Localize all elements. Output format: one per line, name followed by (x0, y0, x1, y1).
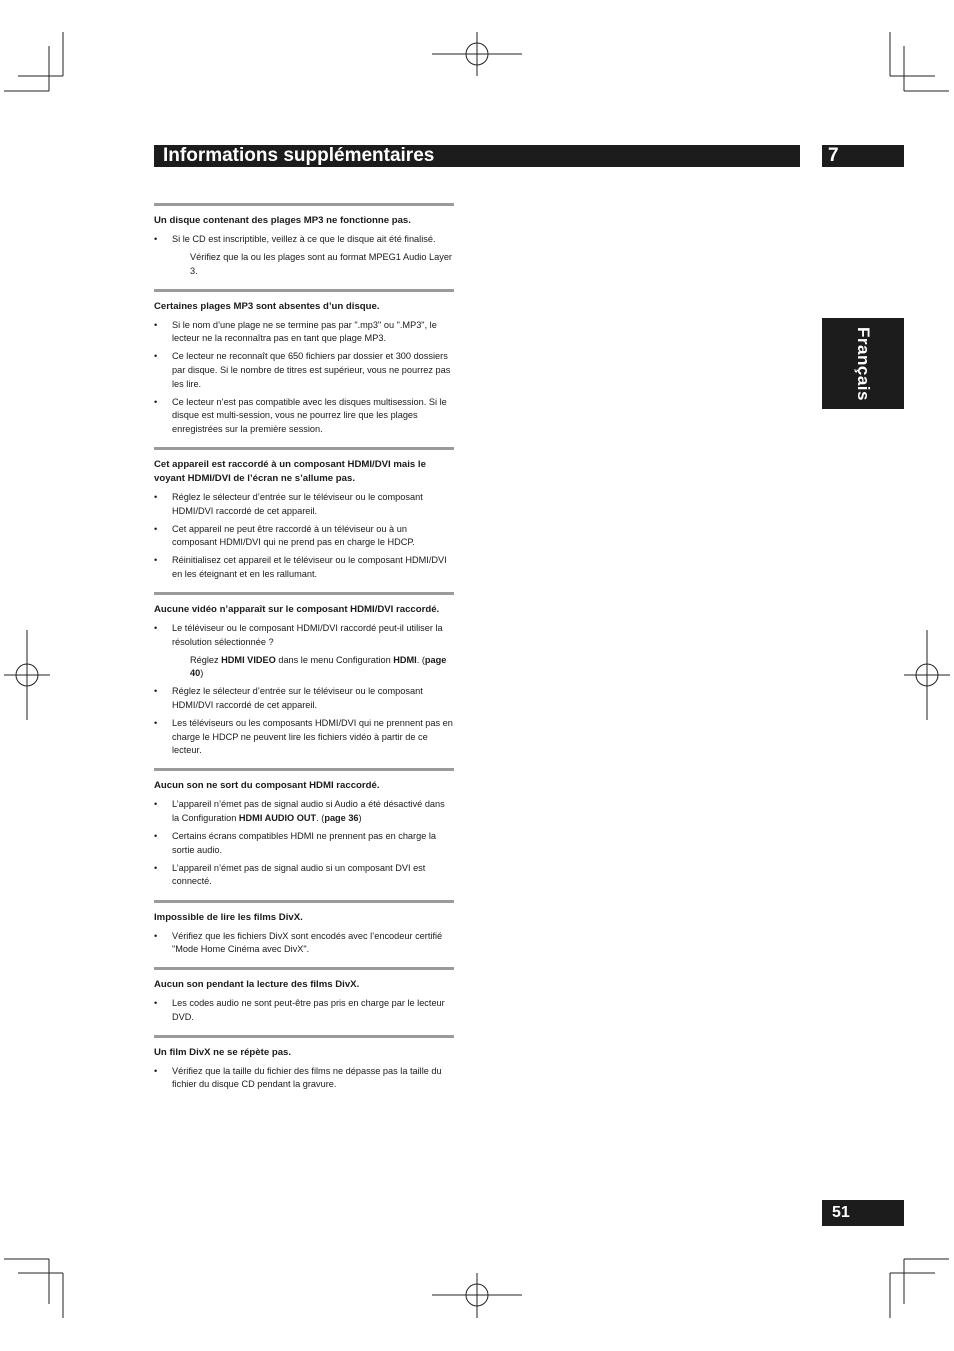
section-title: Aucun son pendant la lecture des films DivX. (154, 979, 360, 991)
section-mp3-not-working (154, 203, 454, 287)
list-item: • Le téléviseur ou le composant HDMI/DVI raccordé peut-il utiliser la résolution sélectionnée ? (154, 623, 443, 647)
section-title: Cet appareil est raccordé à un composant HDMI/DVI mais le voyant HDMI/DVI de l’écran ne s’allume pas. (154, 459, 426, 485)
list-item: • Si le CD est inscriptible, veillez à ce que le disque ait été finalisé. (154, 234, 436, 244)
list-item: • Cet appareil ne peut être raccordé à un téléviseur ou à un composant HDMI/DVI qui ne prend pas en charge le HDCP. (154, 523, 415, 548)
section-title: Certaines plages MP3 sont absentes d’un disque. (154, 300, 380, 312)
section-hdmi-indicator (154, 447, 454, 590)
section-no-video-hdmi (154, 592, 454, 766)
list-item: • Vérifiez que la taille du fichier des films ne dépasse pas la taille du fichier du disque CD pendant la gravure. (154, 1065, 442, 1090)
troubleshooting-column (154, 203, 454, 1101)
language-label: Français (854, 326, 873, 401)
page-number-box (822, 1200, 904, 1226)
chapter-number: 7 (828, 145, 839, 166)
list-item: • Les codes audio ne sont peut-être pas pris en charge par le lecteur DVD. (154, 998, 445, 1022)
chapter-title-bar (154, 145, 800, 167)
section-divx-unplayable (154, 900, 454, 966)
chapter-title: Informations supplémentaires (163, 145, 435, 166)
list-item: • Vérifiez que les fichiers DivX sont encodés avec l’encodeur certifié "Mode Home Cinéma avec DivX". (154, 930, 443, 955)
page-number: 51 (832, 1204, 850, 1221)
list-item: • Les téléviseurs ou les composants HDMI/DVI qui ne prennent pas en charge le HDCP ne peuvent lire les fichiers vidéo à partir de ce lecteur. (154, 718, 453, 756)
list-item: • Réglez le sélecteur d’entrée sur le téléviseur ou le composant HDMI/DVI raccordé de cet appareil. (154, 686, 423, 711)
list-item: • Si le nom d’une plage ne se termine pas par ".mp3" ou ".MP3", le lecteur ne la reconnaîtra pas en tant que plage MP3. (154, 319, 437, 344)
list-item: • Réinitialisez cet appareil et le téléviseur ou le composant HDMI/DVI en les éteignant et en les rallumant. (154, 555, 447, 579)
list-item: • L’appareil n’émet pas de signal audio si un composant DVI est connecté. (154, 862, 426, 887)
section-title: Impossible de lire les films DivX. (154, 911, 303, 923)
list-item: • Réglez le sélecteur d’entrée sur le téléviseur ou le composant HDMI/DVI raccordé de cet appareil. (154, 492, 423, 516)
list-item: • Ce lecteur n’est pas compatible avec les disques multisession. Si le disque est multi-session, vous ne pourrez lire que les plages enregistrées sur la première session. (154, 396, 447, 434)
list-item: • Certains écrans compatibles HDMI ne prennent pas en charge la sortie audio. (154, 831, 437, 855)
list-item: • Ce lecteur ne reconnaît que 650 fichiers par dossier et 300 dossiers par disque. Si le nombre de titres est supérieur, vous ne pourrez pas les lire. (154, 351, 451, 389)
language-tab (822, 318, 904, 409)
section-title: Aucun son ne sort du composant HDMI raccordé. (154, 780, 380, 792)
section-title: Un film DivX ne se répète pas. (154, 1046, 292, 1058)
sub-note: Réglez HDMI VIDEO dans le menu Configuration HDMI. (page 40) (190, 654, 447, 679)
section-divx-no-sound (154, 967, 454, 1033)
section-title: Aucune vidéo n’apparaît sur le composant HDMI/DVI raccordé. (154, 604, 440, 616)
section-divx-no-repeat (154, 1035, 454, 1101)
section-title: Un disque contenant des plages MP3 ne fonctionne pas. (154, 215, 411, 226)
list-item: • L’appareil n’émet pas de signal audio si Audio a été désactivé dans la Configuration HDMI AUDIO OUT. (page 36) (154, 799, 445, 824)
chapter-number-box (822, 145, 904, 167)
section-no-sound-hdmi (154, 768, 454, 897)
sub-note: Vérifiez que la ou les plages sont au format MPEG1 Audio Layer 3. (190, 252, 452, 276)
section-mp3-missing (154, 289, 454, 445)
